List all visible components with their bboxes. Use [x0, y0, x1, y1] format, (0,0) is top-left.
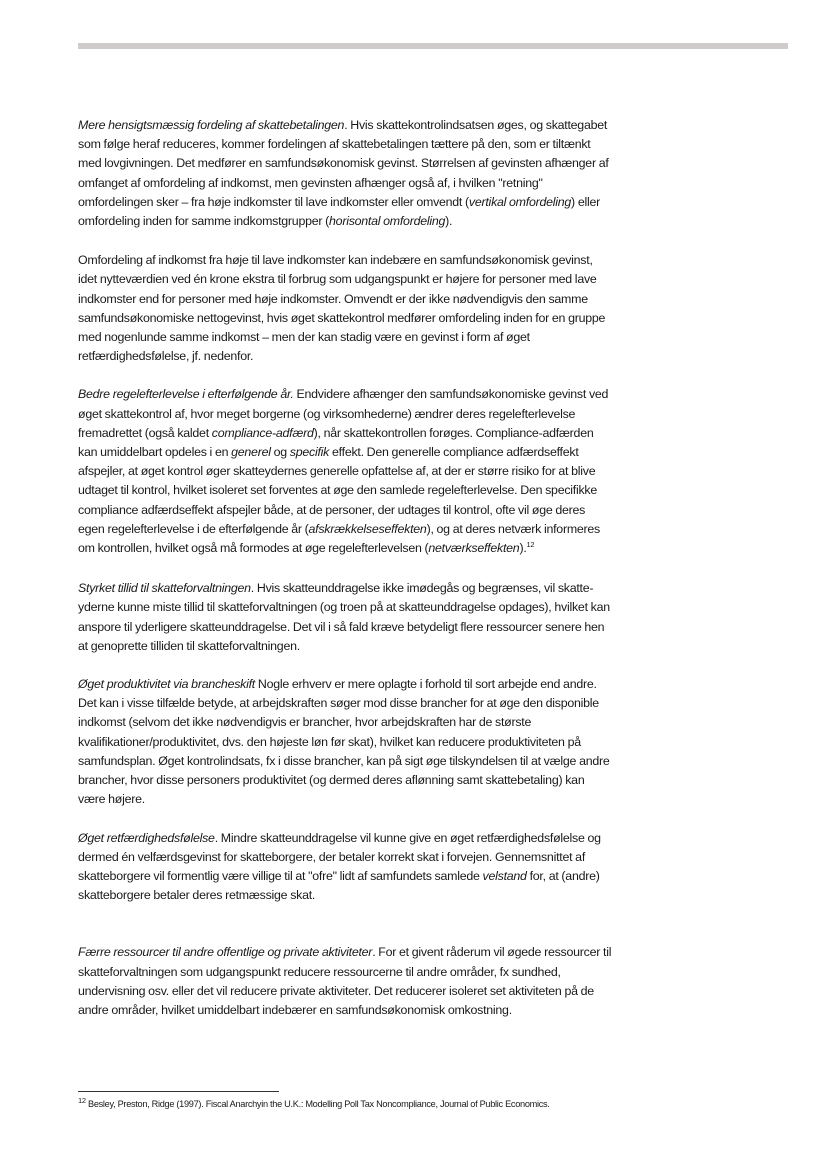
- paragraph-heading: Færre ressourcer til andre offentlige og private aktiviteter: [78, 945, 373, 960]
- footnote-number: 12: [78, 1095, 86, 1105]
- footnote-reference[interactable]: 12: [526, 539, 535, 549]
- paragraph-heading: Styrket tillid til skatteforvaltningen: [78, 581, 251, 596]
- paragraph-heading: Øget produktivitet via brancheskift: [78, 677, 255, 692]
- footnote-text: Besley, Preston, Ridge (1997). Fiscal Anarchyin the U.K.: Modelling Poll Tax Noncompliance, Journal of Public Economics.: [85, 1099, 550, 1109]
- footnote-divider: [78, 1091, 279, 1092]
- footnote: [78, 1095, 638, 1110]
- paragraph-omfordeling: Omfordeling af indkomst fra høje til lave indkomster kan indebære en samfundsøkonomisk gevinst, idet nytteværdien ved én krone ekstra til forbrug som udgangspunkt er højere for personer med lave indkomster end for personer med høje indkomster. Omvendt er der ikke nødvendigvis den samme samfundsøkonomiske nettogevinst, hvis øget skattekontrol medfører omfordeling inden for en gruppe med nogenlunde samme indkomst – men der kan stadig være en gevinst i form af øget retfærdighedsfølelse, jf. nedenfor.: [78, 253, 606, 364]
- paragraph-heading: Øget retfærdighedsfølelse: [78, 830, 215, 845]
- paragraph-ressourcer: Færre ressourcer til andre offentlige og private aktiviteter. For et givent råderum vil øgede ressourcer til skatteforvaltningen som udgangspunkt reducere ressourcerne til andre områder, fx sundhed, undervisning osv. eller det vil reducere private aktiviteter. Det reducerer isoleret set aktiviteten på de andre områder, hvilket umiddelbart indebærer en samfundsøkonomisk omkostning.: [78, 945, 612, 1017]
- paragraph-regelefterlevelse: Bedre regelefterlevelse i efterfølgende år. Endvidere afhænger den samfundsøkonomiske gevinst ved øget skattekontrol af, hvor meget borgerne (og virksomhederne) ændrer deres regelefterlevelse fremadrettet (også kaldet compliance-adfærd), når skattekontrollen forøges. Compliance-adfærden kan umiddelbart opdeles i en generel og specifik effekt. Den generelle compliance adfærdseffekt afspejler, at øget kontrol øger skatteydernes generelle opfattelse af, at der er større risiko for at blive udtaget til kontrol, hvilket isoleret set forventes at øge den samlede regelefterlevelse. Den specifikke compliance adfærdseffekt afspejler både, at de personer, der udtages til kontrol, ofte vil øge deres egen regelefterlevelse i de efterfølgende år (afskrækkelseseffekten), og at deres netværk informeres om kontrollen, hvilket også må formodes at øge regelefterlevelsen (netværkseffekten).$^{12}$: [78, 387, 609, 556]
- header-rule: [78, 43, 788, 49]
- body-text: [78, 116, 613, 1020]
- paragraph-heading: Bedre regelefterlevelse i efterfølgende år.: [78, 387, 294, 402]
- paragraph-tillid: Styrket tillid til skatteforvaltningen. Hvis skatteunddragelse ikke imødegås og begrænses, vil skatteyderne kunne miste tillid til skatteforvaltningen (og troen på at skatteunddragelse opdages), hvilket kan anspore til yderligere skatteunddragelse. Det vil i så fald kræve betydeligt flere ressourcer senere hen at genoprette tilliden til skatteforvaltningen.: [78, 581, 610, 653]
- paragraph-fordeling: Mere hensigtsmæssig fordeling af skattebetalingen. Hvis skattekontrolindsatsen øges, og skattegabet som følge heraf reduceres, kommer fordelingen af skattebetalingen tættere på den, som er tiltænkt med lovgivningen. Det medfører en samfundsøkonomisk gevinst. Størrelsen af gevinsten afhænger af omfanget af omfordeling af indkomst, men gevinsten afhænger også af, i hvilken "retning" omfordelingen sker – fra høje indkomster til lave indkomster eller omvendt (vertikal omfordeling) eller omfordeling inden for samme indkomstgrupper (horisontal omfordeling).: [78, 118, 609, 229]
- paragraph-produktivitet: Øget produktivitet via brancheskift Nogle erhverv er mere oplagte i forhold til sort arbejde end andre. Det kan i visse tilfælde betyde, at arbejdskraften søger mod disse brancher for at øge den disponible indkomst (selvom det ikke nødvendigvis er brancher, hvor arbejdskraften har de største kvalifikationer/produktivitet, dvs. den højeste løn før skat), hvilket kan reducere produktiviteten på samfundsplan. Øget kontrolindsats, fx i disse brancher, kan på sigt øge tilskyndelsen til at vælge andre brancher, hvor disse personers produktivitet (og dermed deres aflønning samt skattebetaling) kan være højere.: [78, 677, 610, 807]
- paragraph-retfaerdighed: Øget retfærdighedsfølelse. Mindre skatteunddragelse vil kunne give en øget retfærdighedsfølelse og dermed én velfærdsgevinst for skatteborgere, der betaler korrekt skat i forvejen. Gennemsnittet af skatteborgere vil formentlig være villige til at "ofre" lidt af samfundets samlede velstand for, at (andre) skatteborgere betaler deres retmæssige skat.: [78, 830, 601, 903]
- paragraph-heading: Mere hensigtsmæssig fordeling af skattebetalingen: [78, 118, 345, 132]
